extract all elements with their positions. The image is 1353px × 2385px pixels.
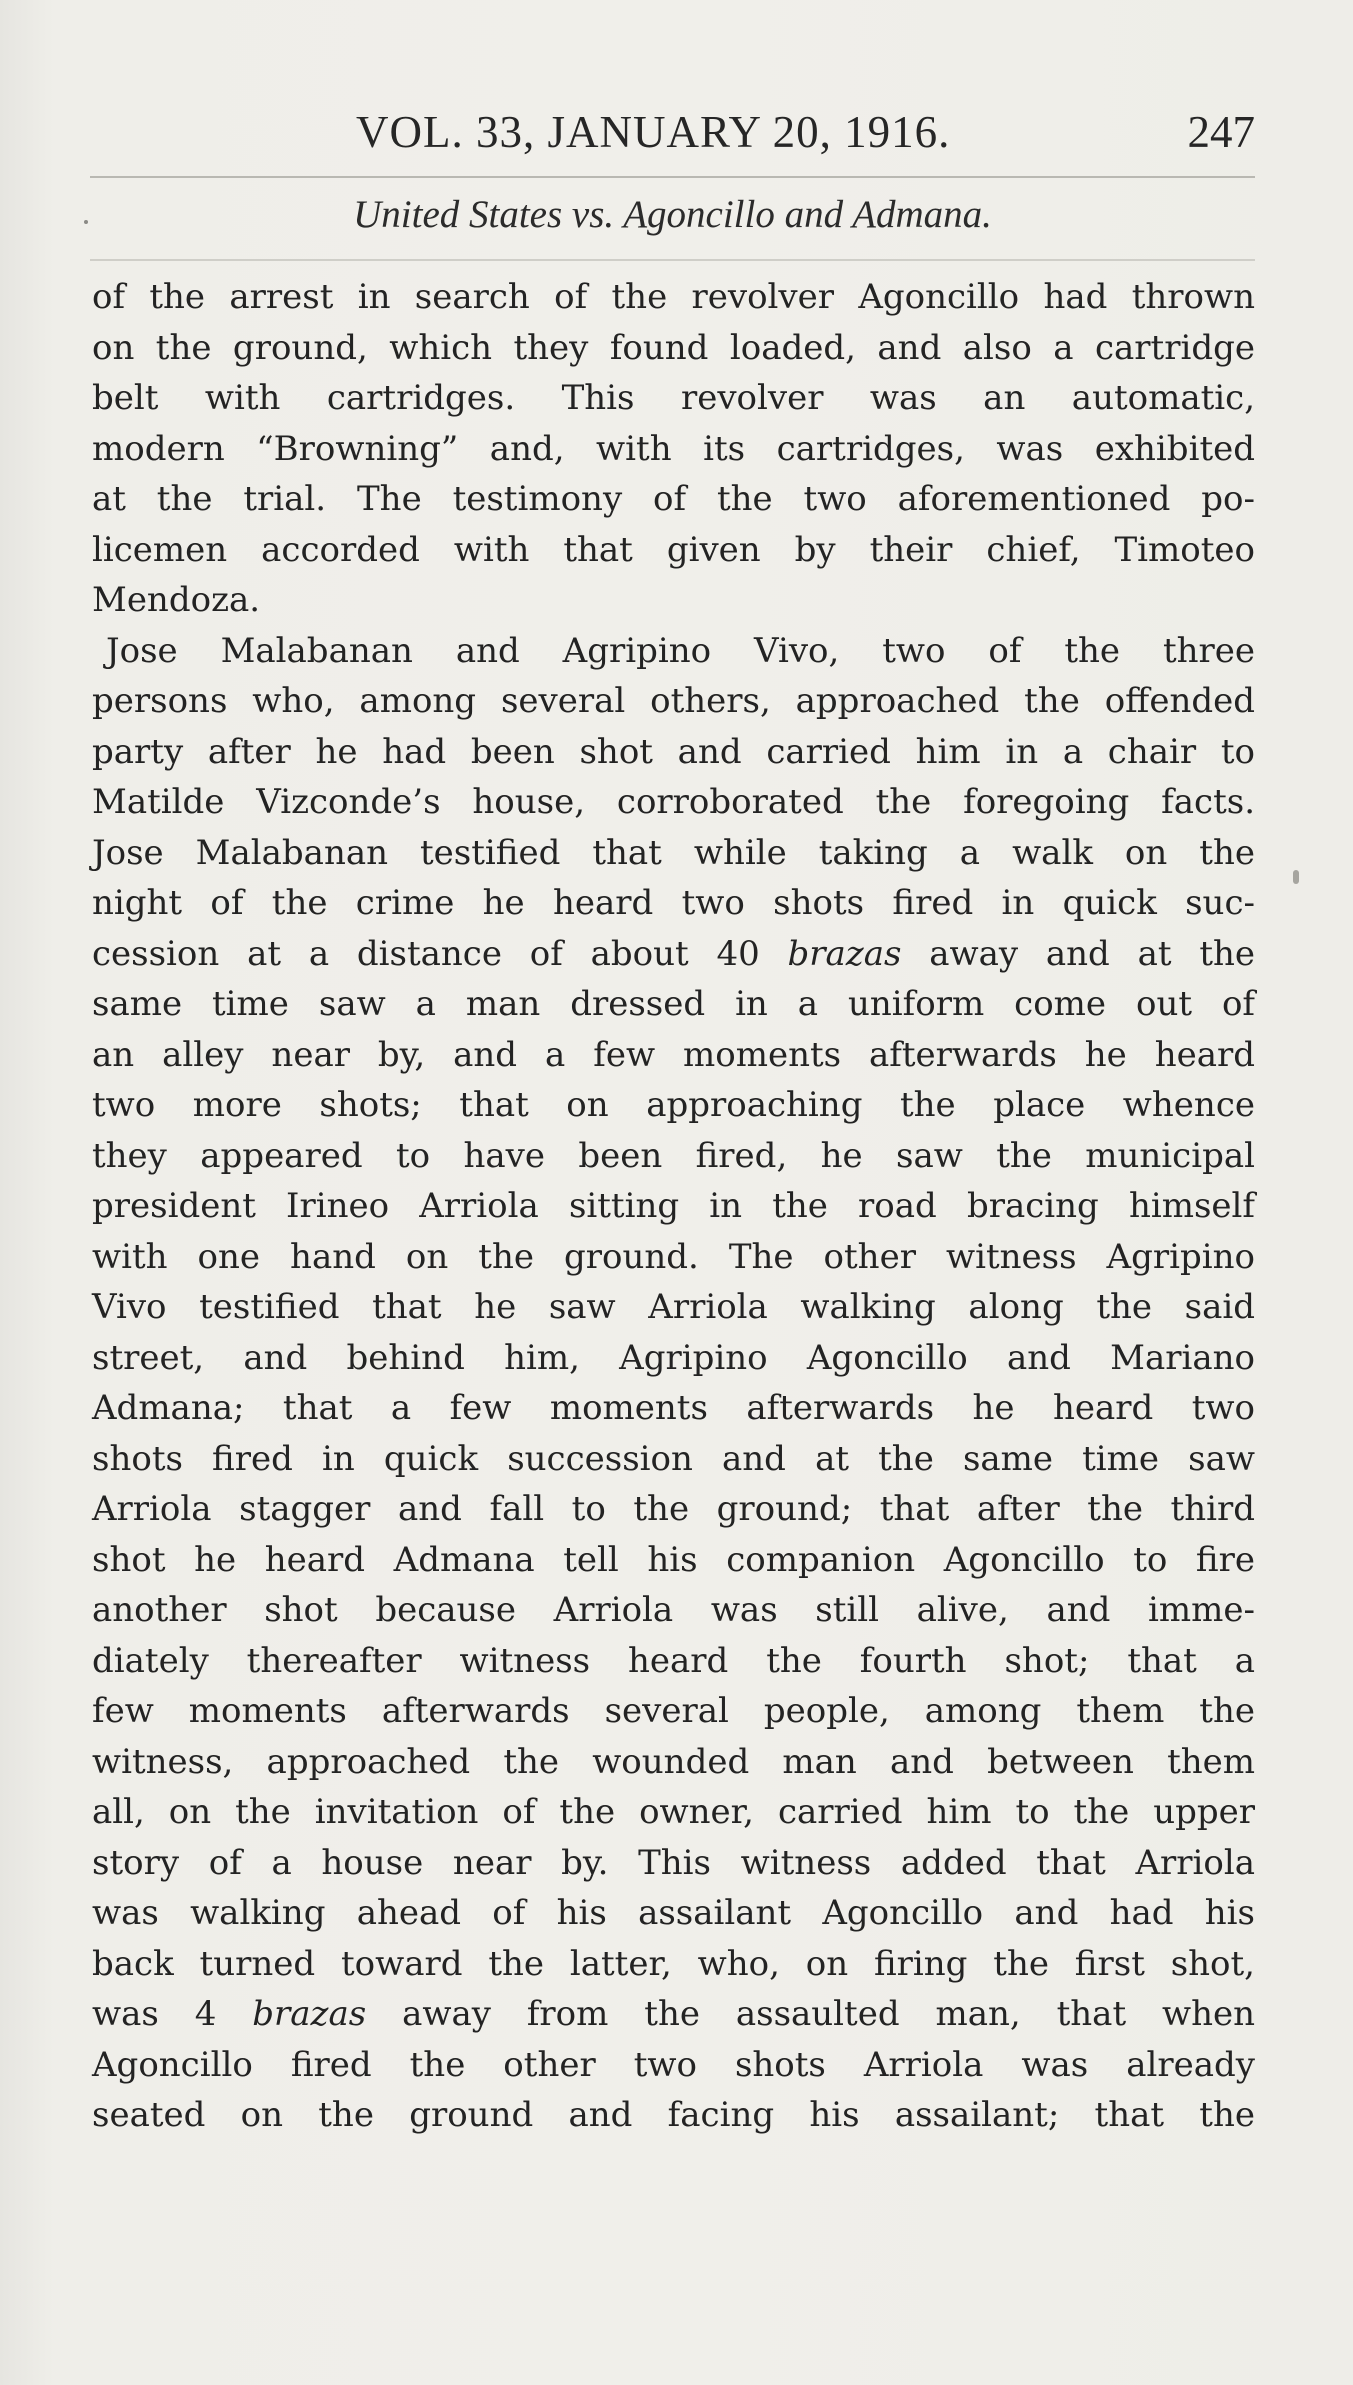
text-fragment: away from the assaulted man, that when [402, 1994, 1256, 2034]
text-line: Agoncillo fired the other two shots Arriola was already [92, 2044, 1255, 2085]
text-line: two more shots; that on approaching the place whence [92, 1085, 1255, 1125]
text-line: story of a house near by. This witness added that Arriola [92, 1842, 1255, 1883]
body-text [92, 272, 1255, 2141]
text-line: another shot because Arriola was still alive, and imme- [92, 1590, 1255, 1630]
text-line: was walking ahead of his assailant Agoncillo and had his [92, 1893, 1255, 1933]
page-number: 247 [1187, 107, 1255, 157]
text-line: belt with cartridges. This revolver was an automatic, [92, 378, 1255, 418]
text-line: licemen accorded with that given by their chief, Timoteo [92, 529, 1255, 570]
text-line: modern “Browning” and, with its cartridges, was exhibited [92, 428, 1255, 469]
text-line: Vivo testified that he saw Arriola walking along the said [92, 1287, 1255, 1327]
text-line: on the ground, which they found loaded, and also a cartridge [92, 327, 1255, 368]
text-line: persons who, among several others, approached the offended [92, 681, 1255, 721]
text-line-with-italic [92, 1989, 1255, 2040]
title-rule [90, 259, 1255, 261]
text-line: seated on the ground and facing his assailant; that the [92, 2095, 1255, 2135]
text-line: an alley near by, and a few moments afterwards he heard [92, 1034, 1255, 1075]
italic-term: brazas [252, 1994, 367, 2034]
text-line: back turned toward the latter, who, on firing the first shot, [92, 1943, 1255, 1984]
text-fragment: cession at a distance of about 40 [92, 933, 760, 974]
text-line: Arriola stagger and fall to the ground; that after the third [92, 1489, 1255, 1529]
page-header [90, 100, 1255, 170]
text-line: of the arrest in search of the revolver Agoncillo had thrown [92, 277, 1255, 317]
text-line: with one hand on the ground. The other witness Agripino [92, 1236, 1255, 1277]
margin-speck [1293, 870, 1299, 884]
text-line: president Irineo Arriola sitting in the road bracing himself [92, 1186, 1255, 1226]
text-line: witness, approached the wounded man and between them [92, 1741, 1255, 1782]
text-line: shot he heard Admana tell his companion Agoncillo to fire [92, 1539, 1255, 1580]
text-line: shots fired in quick succession and at the same time saw [92, 1438, 1255, 1479]
text-line: party after he had been shot and carried him in a chair to [92, 731, 1255, 772]
margin-dot [84, 220, 88, 224]
text-line: Jose Malabanan testified that while taking a walk on the [92, 832, 1255, 873]
running-head: VOL. 33, JANUARY 20, 1916. [356, 107, 951, 157]
italic-term: brazas [787, 933, 902, 974]
text-line: night of the crime he heard two shots fired in quick suc- [92, 883, 1255, 923]
text-line: diately thereafter witness heard the fourth shot; that a [92, 1640, 1255, 1681]
text-line: Admana; that a few moments afterwards he heard two [92, 1388, 1255, 1428]
text-line: Matilde Vizconde’s house, corroborated the foregoing facts. [92, 782, 1255, 822]
case-title: United States vs. Agoncillo and Admana. [353, 193, 992, 236]
text-fragment: was 4 [92, 1994, 217, 2034]
text-fragment: away and at the [929, 933, 1256, 974]
text-line: street, and behind him, Agripino Agoncillo and Mariano [92, 1337, 1255, 1378]
text-line: at the trial. The testimony of the two aforementioned po- [92, 479, 1255, 519]
text-line: Jose Malabanan and Agripino Vivo, two of the three [106, 630, 1255, 671]
header-rule [90, 176, 1255, 178]
text-line: few moments afterwards several people, among them the [92, 1691, 1255, 1731]
text-line: they appeared to have been fired, he saw the municipal [92, 1135, 1255, 1176]
text-line: Mendoza. [92, 580, 261, 620]
text-line: same time saw a man dressed in a uniform come out of [92, 984, 1255, 1024]
text-line-with-italic [92, 929, 1255, 980]
text-line: all, on the invitation of the owner, carried him to the upper [92, 1792, 1255, 1832]
